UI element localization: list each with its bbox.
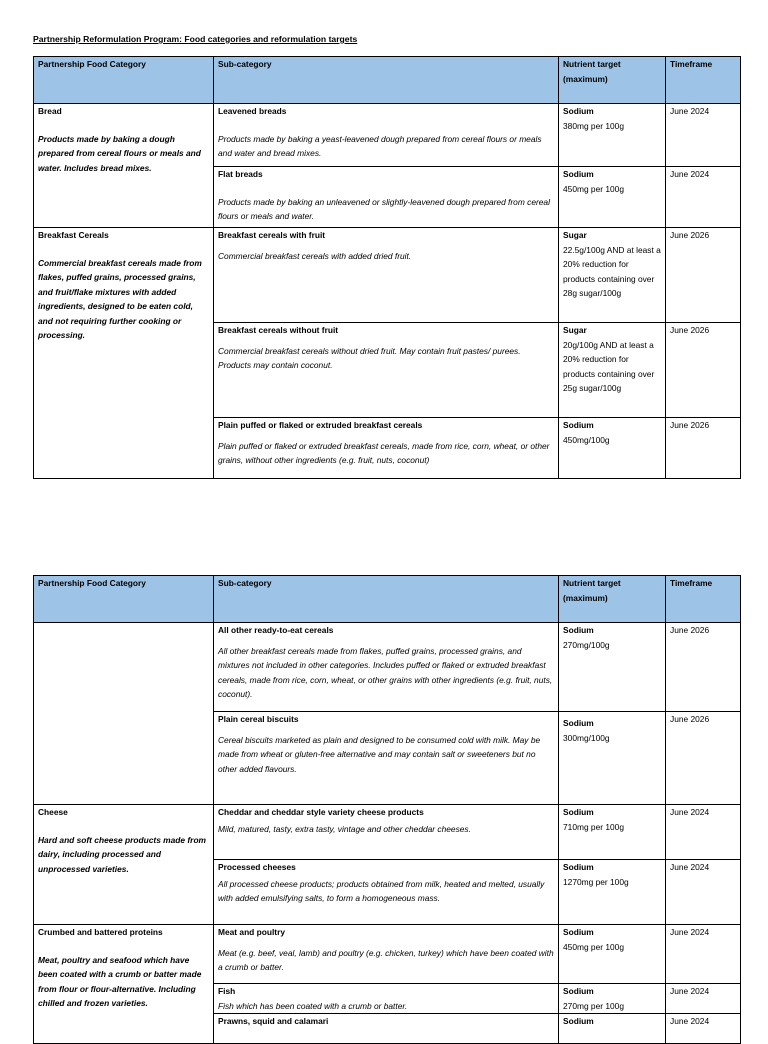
- header-subcategory: Sub-category: [214, 57, 559, 104]
- header-timeframe: Timeframe: [666, 576, 741, 623]
- timeframe-cell: June 2026: [666, 323, 741, 418]
- targets-table-2: [33, 575, 741, 1044]
- category-cell-breakfast-cereals: [34, 228, 214, 479]
- category-cell-crumbed-proteins: [34, 925, 214, 1044]
- subcategory-name: Plain puffed or flaked or extruded breakfast cereals: [218, 420, 423, 430]
- nutrient-target: 20g/100g AND at least a 20% reduction for products containing over 25g sugar/100g: [563, 339, 655, 393]
- timeframe-cell: June 2024: [666, 925, 741, 984]
- nutrient-target: 710mg per 100g: [563, 821, 624, 832]
- table-row: [34, 925, 741, 984]
- nutrient-cell: [559, 323, 666, 418]
- nutrient-name: Sodium: [563, 807, 594, 817]
- subcategory-cell: [214, 623, 559, 712]
- nutrient-name: Sodium: [563, 986, 594, 996]
- page-title: Partnership Reformulation Program: Food categories and reformulation targets: [33, 34, 358, 44]
- nutrient-target: 270mg/100g: [563, 639, 610, 650]
- nutrient-name: Sugar: [563, 325, 587, 335]
- nutrient-cell: [559, 860, 666, 925]
- subcategory-name: Fish: [218, 986, 236, 996]
- subcategory-desc: Fish which has been coated with a crumb or batter.: [218, 1000, 408, 1011]
- timeframe-cell: June 2026: [666, 418, 741, 479]
- nutrient-target: 380mg per 100g: [563, 120, 624, 131]
- subcategory-desc: Products made by baking a yeast-leavened dough prepared from cereal flours or meals and water and bread mixes.: [218, 133, 542, 158]
- header-nutrient: Nutrient target (maximum): [559, 57, 666, 104]
- subcategory-name: Leavened breads: [218, 106, 287, 116]
- nutrient-cell: [559, 984, 666, 1014]
- nutrient-cell: [559, 104, 666, 167]
- timeframe-cell: June 2024: [666, 167, 741, 228]
- timeframe-cell: June 2024: [666, 984, 741, 1014]
- header-timeframe: Timeframe: [666, 57, 741, 104]
- subcategory-desc: All other breakfast cereals made from flakes, puffed grains, processed grains, and mixtures not included in other categories. Includes puffed or flaked or extruded breakfast cereals, made from rice, corn, wheat, or other grains with other ingredients (e.g. fruit, nuts, coconut).: [218, 645, 553, 699]
- header-nutrient: Nutrient target (maximum): [559, 576, 666, 623]
- subcategory-name: All other ready-to-eat cereals: [218, 625, 334, 635]
- subcategory-name: Processed cheeses: [218, 862, 296, 872]
- category-name: Cheese: [38, 807, 68, 817]
- category-cell-continued: [34, 623, 214, 805]
- subcategory-cell: [214, 228, 559, 323]
- timeframe-cell: June 2026: [666, 712, 741, 805]
- subcategory-desc: All processed cheese products; products obtained from milk, heated and melted, usually with added emulsifying salts, to form a homogeneous mass.: [218, 878, 545, 903]
- nutrient-name: Sodium: [563, 1016, 594, 1026]
- subcategory-desc: Plain puffed or flaked or extruded breakfast cereals, made from rice, corn, wheat, or other grains, without other ingredients (e.g. fruit, nuts, coconut): [218, 440, 550, 465]
- subcategory-cell: [214, 418, 559, 479]
- timeframe-cell: June 2024: [666, 805, 741, 860]
- subcategory-desc: Commercial breakfast cereals without dried fruit. May contain fruit pastes/ purees. Products may contain coconut.: [218, 345, 521, 370]
- category-name: Breakfast Cereals: [38, 230, 109, 240]
- subcategory-desc: Meat (e.g. beef, veal, lamb) and poultry (e.g. chicken, turkey) which have been coated with a crumb or batter.: [218, 947, 554, 972]
- subcategory-name: Breakfast cereals without fruit: [218, 325, 339, 335]
- nutrient-cell: [559, 167, 666, 228]
- subcategory-desc: Products made by baking an unleavened or slightly-leavened dough prepared from cereal flours or meals and water.: [218, 196, 550, 221]
- category-desc: Hard and soft cheese products made from dairy, including processed and unprocessed varieties.: [38, 834, 207, 874]
- category-name: Bread: [38, 106, 62, 116]
- subcategory-name: Prawns, squid and calamari: [218, 1016, 329, 1026]
- table-row: [34, 623, 741, 712]
- nutrient-target: 450mg/100g: [563, 434, 610, 445]
- subcategory-cell: [214, 712, 559, 805]
- category-desc: Meat, poultry and seafood which have been coated with a crumb or batter made from flour or flour-alternative. Including chilled and frozen varieties.: [38, 954, 202, 1008]
- nutrient-cell: [559, 623, 666, 712]
- nutrient-cell: [559, 1014, 666, 1044]
- table-header-row: [34, 57, 741, 104]
- nutrient-name: Sodium: [563, 420, 594, 430]
- subcategory-name: Cheddar and cheddar style variety cheese products: [218, 807, 424, 817]
- nutrient-cell: [559, 925, 666, 984]
- subcategory-cell: [214, 104, 559, 167]
- category-name: Crumbed and battered proteins: [38, 927, 163, 937]
- timeframe-cell: June 2026: [666, 623, 741, 712]
- header-category: Partnership Food Category: [34, 57, 214, 104]
- subcategory-desc: Mild, matured, tasty, extra tasty, vintage and other cheddar cheeses.: [218, 823, 471, 834]
- nutrient-name: Sodium: [563, 927, 594, 937]
- timeframe-cell: June 2024: [666, 860, 741, 925]
- subcategory-cell: [214, 984, 559, 1014]
- table-row: [34, 228, 741, 323]
- category-desc: Products made by baking a dough prepared from cereal flours or meals and water. Includes bread mixes.: [38, 133, 201, 173]
- table-row: [34, 104, 741, 167]
- timeframe-cell: June 2024: [666, 1014, 741, 1044]
- category-desc: Commercial breakfast cereals made from flakes, puffed grains, processed grains, and fruit/flake mixtures with added ingredients, designed to be eaten cold, and not requiring further cooking or processing.: [38, 257, 202, 340]
- timeframe-cell: June 2024: [666, 104, 741, 167]
- subcategory-cell: [214, 925, 559, 984]
- subcategory-name: Plain cereal biscuits: [218, 714, 299, 724]
- subcategory-desc: Commercial breakfast cereals with added dried fruit.: [218, 250, 412, 261]
- nutrient-target: 1270mg per 100g: [563, 876, 629, 887]
- targets-table-1: [33, 56, 741, 479]
- subcategory-cell: [214, 805, 559, 860]
- nutrient-target: 22.5g/100g AND at least a 20% reduction for products containing over 28g sugar/100g: [563, 244, 661, 298]
- category-cell-cheese: [34, 805, 214, 925]
- category-cell-bread: [34, 104, 214, 228]
- nutrient-cell: [559, 805, 666, 860]
- nutrient-name: Sodium: [563, 718, 594, 728]
- subcategory-name: Meat and poultry: [218, 927, 286, 937]
- nutrient-target: 450mg per 100g: [563, 941, 624, 952]
- subcategory-cell: [214, 1014, 559, 1044]
- nutrient-cell: [559, 228, 666, 323]
- table-header-row: [34, 576, 741, 623]
- nutrient-target: 270mg per 100g: [563, 1000, 624, 1011]
- subcategory-name: Breakfast cereals with fruit: [218, 230, 326, 240]
- timeframe-cell: June 2026: [666, 228, 741, 323]
- subcategory-cell: [214, 167, 559, 228]
- nutrient-target: 300mg/100g: [563, 732, 610, 743]
- subcategory-name: Flat breads: [218, 169, 263, 179]
- nutrient-name: Sodium: [563, 169, 594, 179]
- nutrient-cell: [559, 712, 666, 805]
- nutrient-cell: [559, 418, 666, 479]
- subcategory-desc: Cereal biscuits marketed as plain and designed to be consumed cold with milk. May be made from wheat or gluten-free alternative and may contain salt or sweeteners but no other added flavours.: [218, 734, 541, 774]
- nutrient-name: Sodium: [563, 625, 594, 635]
- nutrient-target: 450mg per 100g: [563, 183, 624, 194]
- subcategory-cell: [214, 860, 559, 925]
- nutrient-name: Sugar: [563, 230, 587, 240]
- nutrient-name: Sodium: [563, 862, 594, 872]
- header-category: Partnership Food Category: [34, 576, 214, 623]
- header-subcategory: Sub-category: [214, 576, 559, 623]
- table-row: [34, 805, 741, 860]
- nutrient-name: Sodium: [563, 106, 594, 116]
- subcategory-cell: [214, 323, 559, 418]
